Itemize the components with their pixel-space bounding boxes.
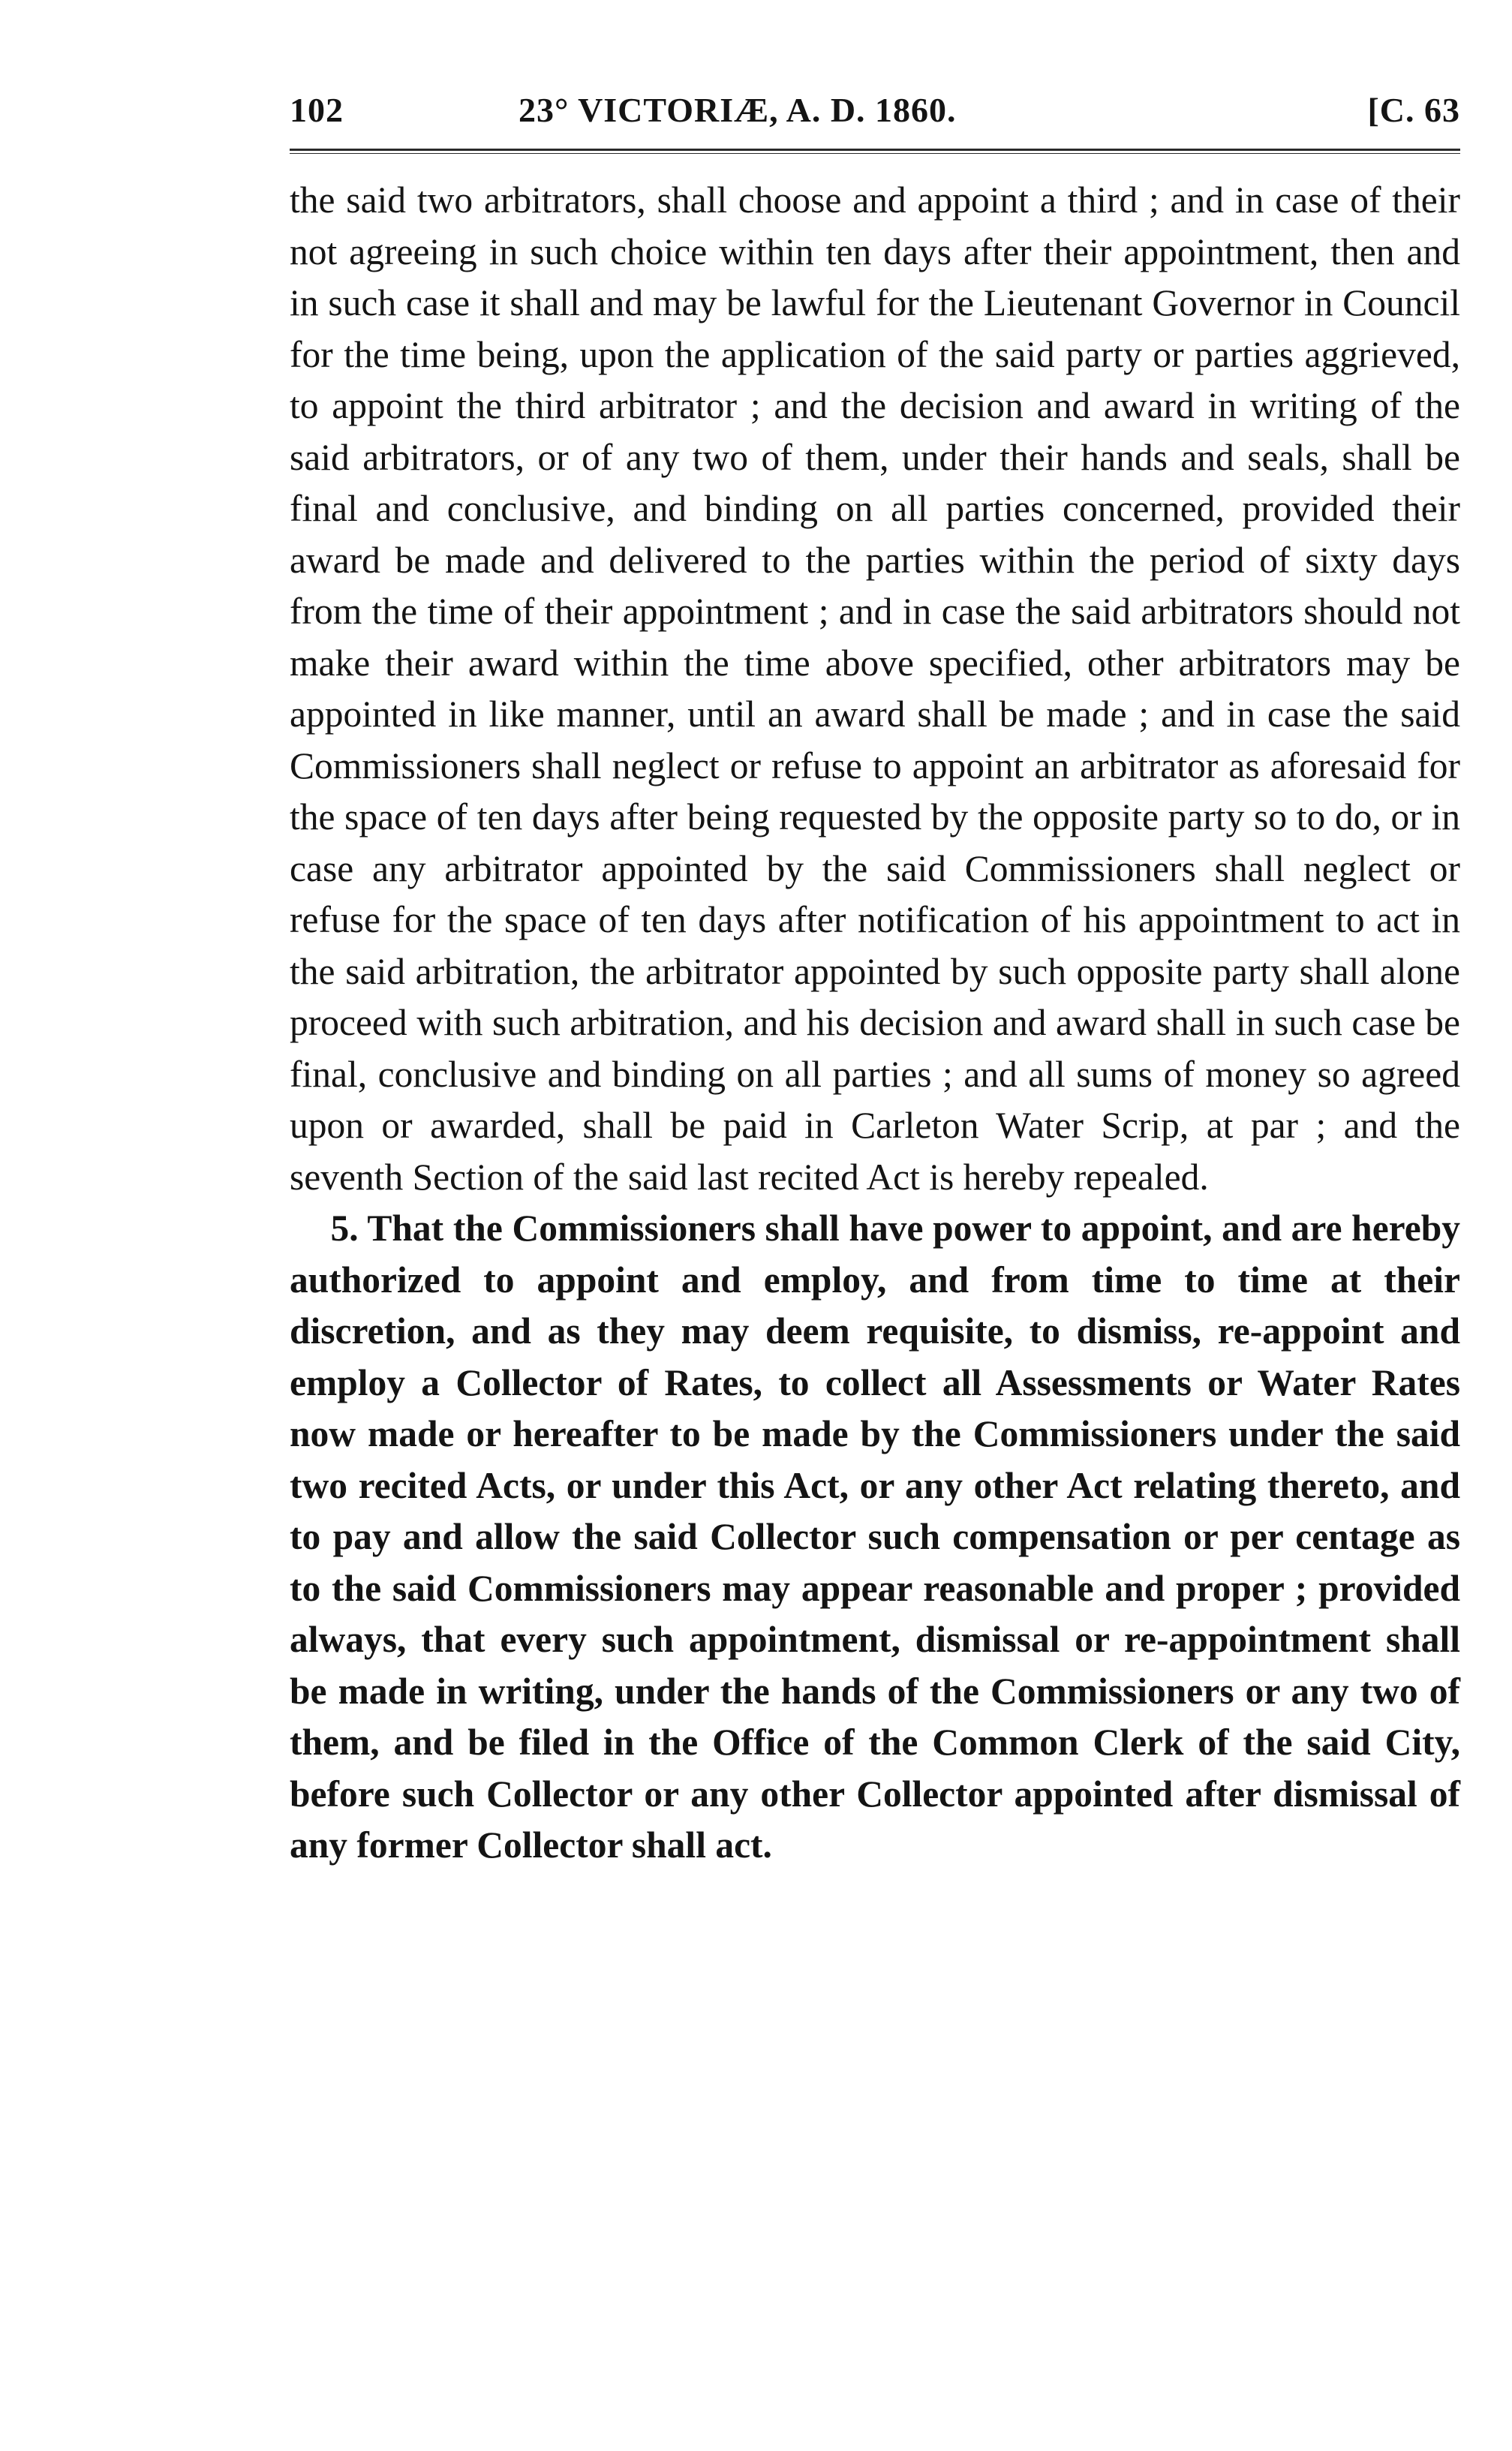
page-number: 102 (290, 91, 344, 129)
header-rule (290, 149, 1460, 154)
document-page (290, 90, 1460, 2416)
chapter-reference: [C. 63 (1367, 91, 1460, 129)
paragraph-arbitration: the said two arbitrators, shall choose and appoint a third ; and in case of their not agreeing in such choice within ten days after their appointment, then and in such case it shall and may be lawful for the Lieutenant Governor in Council for the time being, upon the application of the said party or parties aggrieved, to appoint the third arbitrator ; and the decision and award in writing of the said arbitrators, or of any two of them, under their hands and seals, shall be final and conclusive, and binding on all parties concerned, provided their award be made and delivered to the parties within the period of sixty days from the time of their appointment ; and in case the said arbitrators should not make their award within the time above specified, other arbitrators may be appointed in like manner, until an award shall be made ; and in case the said Commissioners shall neglect or refuse to appoint an arbitrator as aforesaid for the space of ten days after being requested by the opposite party so to do, or in case any arbitrator appointed by the said Commissioners shall neglect or refuse for the space of ten days after notification of his appointment to act in the said arbitration, the arbitrator appointed by such opposite party shall alone proceed with such arbitration, and his decision and award shall in such case be final, conclusive and binding on all parties ; and all sums of money so agreed upon or awarded, shall be paid in Carleton Water Scrip, at par ; and the seventh Section of the said last recited Act is hereby repealed. (290, 179, 1460, 1198)
running-head (290, 90, 1460, 143)
paragraph-section-5: 5. That the Commissioners shall have power to appoint, and are hereby authorized to appoint and employ, and from time to time at their discretion, and as they may deem requisite, to dismiss, re-appoint and employ a Collector of Rates, to collect all Assessments or Water Rates now made or hereafter to be made by the Commissioners under the said two recited Acts, or under this Act, or any other Act relating thereto, and to pay and allow the said Collector such compensation or per centage as to the said Commissioners may appear reasonable and proper ; provided always, that every such appointment, dismissal or re-appointment shall be made in writing, under the hands of the Commissioners or any two of them, and be filed in the Office of the Common Clerk of the said City, before such Collector or any other Collector appointed after dismissal of any former Collector shall act. (290, 1207, 1460, 1866)
running-title: 23° VICTORIÆ, A. D. 1860. (519, 91, 957, 129)
body-text (290, 175, 1460, 1872)
